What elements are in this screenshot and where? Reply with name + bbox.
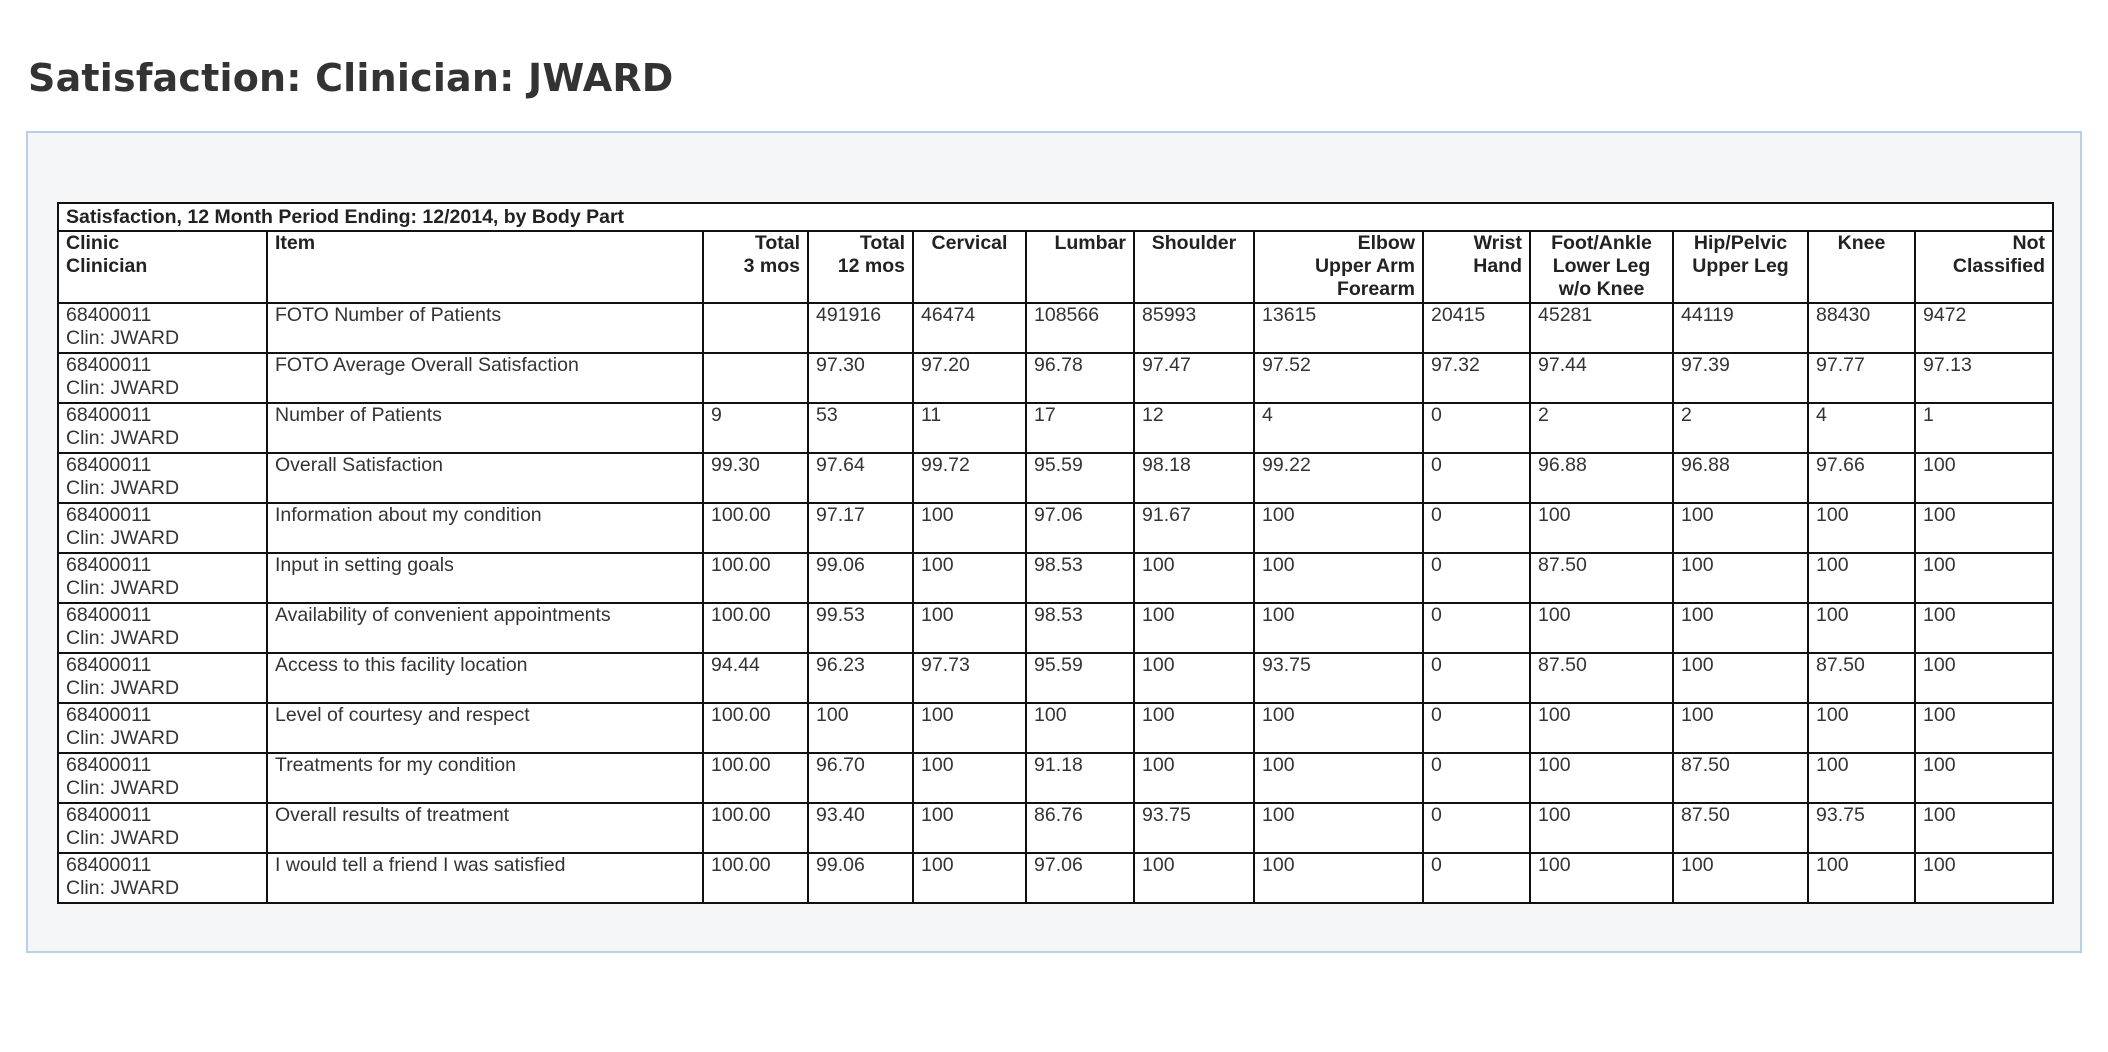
value-cell: 99.72 [913, 453, 1026, 503]
value-cell: 100 [1915, 553, 2053, 603]
value-cell: 0 [1423, 503, 1530, 553]
value-cell: 100 [1254, 503, 1423, 553]
table-row [58, 403, 2053, 453]
clinic-clinician-cell: 68400011 Clin: JWARD [58, 753, 267, 803]
table-row [58, 353, 2053, 403]
value-cell: 100 [1254, 753, 1423, 803]
value-cell: 100.00 [703, 803, 808, 853]
item-cell: Level of courtesy and respect [267, 703, 703, 753]
value-cell: 100 [913, 753, 1026, 803]
value-cell: 100 [1808, 853, 1915, 903]
value-cell: 99.22 [1254, 453, 1423, 503]
value-cell: 87.50 [1673, 803, 1808, 853]
table-row [58, 803, 2053, 853]
value-cell: 100 [1915, 703, 2053, 753]
report-panel [26, 131, 2082, 953]
value-cell: 100.00 [703, 853, 808, 903]
column-header-hip-pelvic: Hip/Pelvic Upper Leg [1673, 231, 1808, 303]
item-cell: Treatments for my condition [267, 753, 703, 803]
value-cell: 13615 [1254, 303, 1423, 353]
value-cell: 96.23 [808, 653, 913, 703]
value-cell: 87.50 [1530, 553, 1673, 603]
value-cell: 20415 [1423, 303, 1530, 353]
value-cell: 97.73 [913, 653, 1026, 703]
table-row [58, 303, 2053, 353]
item-cell: Number of Patients [267, 403, 703, 453]
item-cell: Input in setting goals [267, 553, 703, 603]
value-cell: 4 [1808, 403, 1915, 453]
value-cell: 86.76 [1026, 803, 1134, 853]
value-cell: 2 [1673, 403, 1808, 453]
value-cell: 97.52 [1254, 353, 1423, 403]
value-cell: 97.06 [1026, 853, 1134, 903]
value-cell: 85993 [1134, 303, 1254, 353]
value-cell: 100 [913, 503, 1026, 553]
value-cell: 0 [1423, 753, 1530, 803]
column-header-clinic-clinician: Clinic Clinician [58, 231, 267, 303]
value-cell: 97.13 [1915, 353, 2053, 403]
value-cell: 100 [913, 553, 1026, 603]
value-cell: 96.88 [1673, 453, 1808, 503]
clinic-clinician-cell: 68400011 Clin: JWARD [58, 353, 267, 403]
value-cell: 100 [1530, 853, 1673, 903]
value-cell: 93.75 [1134, 803, 1254, 853]
value-cell: 100 [1808, 503, 1915, 553]
value-cell [703, 353, 808, 403]
value-cell: 97.77 [1808, 353, 1915, 403]
value-cell: 98.53 [1026, 553, 1134, 603]
clinic-clinician-cell: 68400011 Clin: JWARD [58, 853, 267, 903]
value-cell: 100 [1808, 603, 1915, 653]
table-row [58, 453, 2053, 503]
item-cell: Information about my condition [267, 503, 703, 553]
value-cell: 100 [1530, 703, 1673, 753]
value-cell: 97.30 [808, 353, 913, 403]
value-cell: 100 [1915, 503, 2053, 553]
value-cell: 100 [1530, 503, 1673, 553]
value-cell: 100 [1134, 653, 1254, 703]
value-cell: 0 [1423, 803, 1530, 853]
value-cell: 1 [1915, 403, 2053, 453]
table-row [58, 853, 2053, 903]
value-cell: 100 [913, 803, 1026, 853]
value-cell: 100 [913, 703, 1026, 753]
column-header-cervical: Cervical [913, 231, 1026, 303]
value-cell: 100.00 [703, 503, 808, 553]
clinic-clinician-cell: 68400011 Clin: JWARD [58, 653, 267, 703]
value-cell: 87.50 [1808, 653, 1915, 703]
value-cell: 99.06 [808, 853, 913, 903]
item-cell: Overall Satisfaction [267, 453, 703, 503]
value-cell: 100.00 [703, 753, 808, 803]
value-cell: 100 [1254, 803, 1423, 853]
value-cell: 100 [1254, 603, 1423, 653]
value-cell: 100 [1808, 703, 1915, 753]
value-cell: 0 [1423, 453, 1530, 503]
value-cell: 0 [1423, 553, 1530, 603]
value-cell: 91.67 [1134, 503, 1254, 553]
value-cell: 100 [1530, 803, 1673, 853]
value-cell: 0 [1423, 653, 1530, 703]
column-header-item: Item [267, 231, 703, 303]
value-cell: 97.32 [1423, 353, 1530, 403]
value-cell: 97.66 [1808, 453, 1915, 503]
value-cell: 100 [1808, 753, 1915, 803]
value-cell: 100.00 [703, 603, 808, 653]
table-row [58, 503, 2053, 553]
table-row [58, 553, 2053, 603]
value-cell: 94.44 [703, 653, 808, 703]
value-cell [703, 303, 808, 353]
value-cell: 96.88 [1530, 453, 1673, 503]
value-cell: 100.00 [703, 553, 808, 603]
clinic-clinician-cell: 68400011 Clin: JWARD [58, 703, 267, 753]
value-cell: 0 [1423, 853, 1530, 903]
clinic-clinician-cell: 68400011 Clin: JWARD [58, 803, 267, 853]
value-cell: 100 [1673, 653, 1808, 703]
value-cell: 100 [1915, 603, 2053, 653]
value-cell: 100 [808, 703, 913, 753]
clinic-clinician-cell: 68400011 Clin: JWARD [58, 303, 267, 353]
value-cell: 95.59 [1026, 653, 1134, 703]
clinic-clinician-cell: 68400011 Clin: JWARD [58, 603, 267, 653]
clinic-clinician-cell: 68400011 Clin: JWARD [58, 553, 267, 603]
value-cell: 96.70 [808, 753, 913, 803]
value-cell: 99.53 [808, 603, 913, 653]
table-header-row [58, 231, 2053, 303]
value-cell: 97.64 [808, 453, 913, 503]
value-cell: 491916 [808, 303, 913, 353]
value-cell: 100 [1134, 553, 1254, 603]
value-cell: 97.06 [1026, 503, 1134, 553]
value-cell: 100 [1134, 703, 1254, 753]
value-cell: 17 [1026, 403, 1134, 453]
value-cell: 100 [1134, 853, 1254, 903]
value-cell: 9472 [1915, 303, 2053, 353]
value-cell: 88430 [1808, 303, 1915, 353]
value-cell: 100 [1673, 503, 1808, 553]
table-row [58, 753, 2053, 803]
value-cell: 96.78 [1026, 353, 1134, 403]
value-cell: 53 [808, 403, 913, 453]
value-cell: 97.44 [1530, 353, 1673, 403]
column-header-elbow-upper-arm-forearm: Elbow Upper Arm Forearm [1254, 231, 1423, 303]
value-cell: 0 [1423, 403, 1530, 453]
value-cell: 100 [1915, 853, 2053, 903]
column-header-lumbar: Lumbar [1026, 231, 1134, 303]
value-cell: 11 [913, 403, 1026, 453]
value-cell: 98.18 [1134, 453, 1254, 503]
value-cell: 45281 [1530, 303, 1673, 353]
clinic-clinician-cell: 68400011 Clin: JWARD [58, 503, 267, 553]
value-cell: 99.30 [703, 453, 808, 503]
page-title: Satisfaction: Clinician: JWARD [28, 56, 674, 100]
value-cell: 100 [1254, 553, 1423, 603]
value-cell: 100 [1254, 853, 1423, 903]
value-cell: 100 [1673, 603, 1808, 653]
value-cell: 9 [703, 403, 808, 453]
value-cell: 87.50 [1673, 753, 1808, 803]
clinic-clinician-cell: 68400011 Clin: JWARD [58, 453, 267, 503]
column-header-shoulder: Shoulder [1134, 231, 1254, 303]
column-header-foot-ankle: Foot/Ankle Lower Leg w/o Knee [1530, 231, 1673, 303]
item-cell: FOTO Number of Patients [267, 303, 703, 353]
value-cell: 46474 [913, 303, 1026, 353]
value-cell: 97.47 [1134, 353, 1254, 403]
value-cell: 100 [1808, 553, 1915, 603]
table-row [58, 653, 2053, 703]
value-cell: 100 [1915, 453, 2053, 503]
table-row [58, 603, 2053, 653]
value-cell: 93.40 [808, 803, 913, 853]
value-cell: 99.06 [808, 553, 913, 603]
value-cell: 100 [1673, 553, 1808, 603]
value-cell: 100 [913, 603, 1026, 653]
value-cell: 100 [1915, 803, 2053, 853]
value-cell: 100 [1915, 653, 2053, 703]
value-cell: 93.75 [1254, 653, 1423, 703]
column-header-wrist-hand: Wrist Hand [1423, 231, 1530, 303]
value-cell: 100 [1530, 753, 1673, 803]
value-cell: 100 [1026, 703, 1134, 753]
value-cell: 91.18 [1026, 753, 1134, 803]
column-header-total-3-mos: Total 3 mos [703, 231, 808, 303]
column-header-total-12-mos: Total 12 mos [808, 231, 913, 303]
column-header-not-classified: Not Classified [1915, 231, 2053, 303]
value-cell: 97.17 [808, 503, 913, 553]
value-cell: 100 [1530, 603, 1673, 653]
value-cell: 4 [1254, 403, 1423, 453]
value-cell: 100 [1254, 703, 1423, 753]
item-cell: Access to this facility location [267, 653, 703, 703]
value-cell: 100 [1915, 753, 2053, 803]
value-cell: 97.20 [913, 353, 1026, 403]
value-cell: 98.53 [1026, 603, 1134, 653]
value-cell: 0 [1423, 703, 1530, 753]
value-cell: 97.39 [1673, 353, 1808, 403]
satisfaction-table [57, 202, 2054, 904]
item-cell: FOTO Average Overall Satisfaction [267, 353, 703, 403]
value-cell: 100 [913, 853, 1026, 903]
value-cell: 108566 [1026, 303, 1134, 353]
value-cell: 100.00 [703, 703, 808, 753]
table-caption: Satisfaction, 12 Month Period Ending: 12/2014, by Body Part [58, 203, 2053, 231]
value-cell: 2 [1530, 403, 1673, 453]
item-cell: Availability of convenient appointments [267, 603, 703, 653]
value-cell: 87.50 [1530, 653, 1673, 703]
table-row [58, 703, 2053, 753]
value-cell: 100 [1134, 603, 1254, 653]
clinic-clinician-cell: 68400011 Clin: JWARD [58, 403, 267, 453]
value-cell: 93.75 [1808, 803, 1915, 853]
value-cell: 44119 [1673, 303, 1808, 353]
table-body [58, 303, 2053, 903]
column-header-knee: Knee [1808, 231, 1915, 303]
value-cell: 100 [1673, 703, 1808, 753]
table-caption-row [58, 203, 2053, 231]
item-cell: I would tell a friend I was satisfied [267, 853, 703, 903]
item-cell: Overall results of treatment [267, 803, 703, 853]
value-cell: 12 [1134, 403, 1254, 453]
value-cell: 100 [1673, 853, 1808, 903]
value-cell: 0 [1423, 603, 1530, 653]
value-cell: 100 [1134, 753, 1254, 803]
value-cell: 95.59 [1026, 453, 1134, 503]
